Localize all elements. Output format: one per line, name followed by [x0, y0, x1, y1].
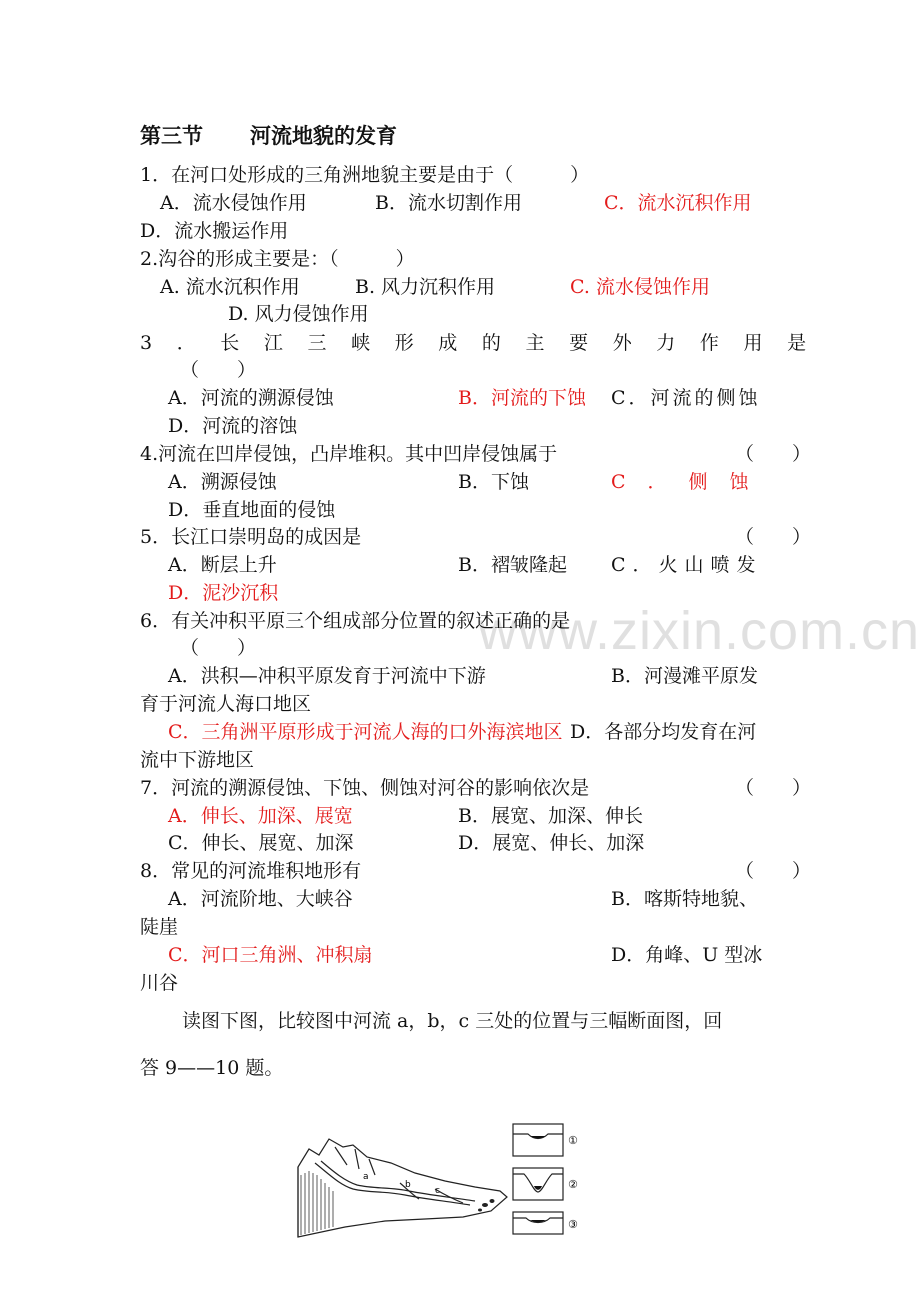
q3-option-a: A．河流的溯源侵蚀: [168, 387, 334, 409]
q1-option-b: B．流水切割作用: [375, 192, 522, 214]
q3-option-d: D．河流的溶蚀: [168, 415, 298, 437]
q8-option-a: A．河流阶地、大峡谷: [168, 888, 353, 910]
q7-paren: （ ）: [735, 777, 812, 799]
page-title: 河流地貌的发育: [250, 124, 397, 148]
q3-paren: （ ）: [180, 359, 257, 381]
q6-option-c: C．三角洲平原形成于河流人海的口外海滨地区: [168, 721, 563, 743]
q5-option-a: A．断层上升: [168, 554, 277, 576]
q8-paren: （ ）: [735, 860, 812, 882]
river-block-diagram: [295, 1135, 510, 1240]
reading-prompt-cont: 答 9——10 题。: [140, 1057, 284, 1079]
watermark: www.zixin.com.cn: [478, 601, 920, 661]
q8-stem: 8．常见的河流堆积地形有: [140, 860, 362, 882]
q8-option-c: C．河口三角洲、冲积扇: [168, 944, 373, 966]
q2-option-b: B. 风力沉积作用: [355, 276, 496, 298]
q1-option-a: A．流水侵蚀作用: [160, 192, 307, 214]
q8-option-d: D．角峰、U 型冰: [611, 944, 763, 966]
section-2-label: ②: [568, 1178, 578, 1191]
q7-option-d: D．展宽、伸长、加深: [458, 832, 645, 854]
q6-stem: 6．有关冲积平原三个组成部分位置的叙述正确的是: [140, 610, 571, 632]
q2-option-a: A. 流水沉积作用: [160, 276, 300, 298]
q4-option-d: D．垂直地面的侵蚀: [168, 499, 336, 521]
q2-option-c: C. 流水侵蚀作用: [570, 276, 710, 298]
q8-option-b: B．喀斯特地貌、: [611, 888, 758, 910]
q5-option-c: C．火山喷发: [611, 554, 763, 576]
label-c: c: [435, 1186, 440, 1196]
label-b: b: [405, 1180, 411, 1190]
q1-option-d: D．流水搬运作用: [140, 220, 289, 242]
q4-option-a: A．溯源侵蚀: [168, 471, 277, 493]
q4-paren: （ ）: [735, 443, 812, 465]
section-number: 第三节: [140, 124, 203, 148]
q6-option-b-cont: 育于河流人海口地区: [140, 693, 312, 715]
q4-option-c: C．侧蚀: [611, 471, 771, 493]
q3-option-b: B．河流的下蚀: [458, 387, 586, 409]
q8-option-d-cont: 川谷: [140, 972, 179, 994]
q6-paren: （ ）: [180, 637, 257, 659]
q2-option-d: D. 风力侵蚀作用: [228, 303, 369, 325]
q7-option-a: A．伸长、加深、展宽: [168, 805, 353, 827]
q2-stem: 2.沟谷的形成主要是：（ ）: [140, 248, 415, 270]
q1-option-c: C．流水沉积作用: [604, 192, 752, 214]
q4-option-b: B．下蚀: [458, 471, 529, 493]
q8-option-b-cont: 陡崖: [140, 916, 179, 938]
q5-option-b: B．褶皱隆起: [458, 554, 567, 576]
q5-option-d: D．泥沙沉积: [168, 582, 279, 604]
q5-paren: （ ）: [735, 526, 812, 548]
q6-option-a: A．洪积—冲积平原发育于河流中下游: [168, 665, 486, 687]
label-a: a: [363, 1172, 369, 1182]
q1-stem: 1．在河口处形成的三角洲地貌主要是由于（ ）: [140, 164, 590, 186]
q7-option-b: B．展宽、加深、伸长: [458, 805, 643, 827]
q4-stem: 4.河流在凹岸侵蚀，凸岸堆积。其中凹岸侵蚀属于: [140, 443, 558, 465]
q5-stem: 5．长江口崇明岛的成因是: [140, 526, 362, 548]
q3-option-c: C．河流的侧蚀: [611, 387, 761, 409]
q6-option-d-cont: 流中下游地区: [140, 749, 255, 771]
q3-stem: 3．长江三峡形成的主要外力作用是: [140, 332, 831, 354]
q6-option-d: D．各部分均发育在河: [570, 721, 757, 743]
cross-sections: [510, 1120, 590, 1235]
section-1-label: ①: [568, 1134, 578, 1147]
section-3-label: ③: [568, 1218, 578, 1231]
reading-prompt: 读图下图，比较图中河流 a，b，c 三处的位置与三幅断面图，回: [182, 1010, 723, 1032]
q7-option-c: C．伸长、展宽、加深: [168, 832, 354, 854]
q7-stem: 7．河流的溯源侵蚀、下蚀、侧蚀对河谷的影响依次是: [140, 777, 590, 799]
q6-option-b: B．河漫滩平原发: [611, 665, 758, 687]
